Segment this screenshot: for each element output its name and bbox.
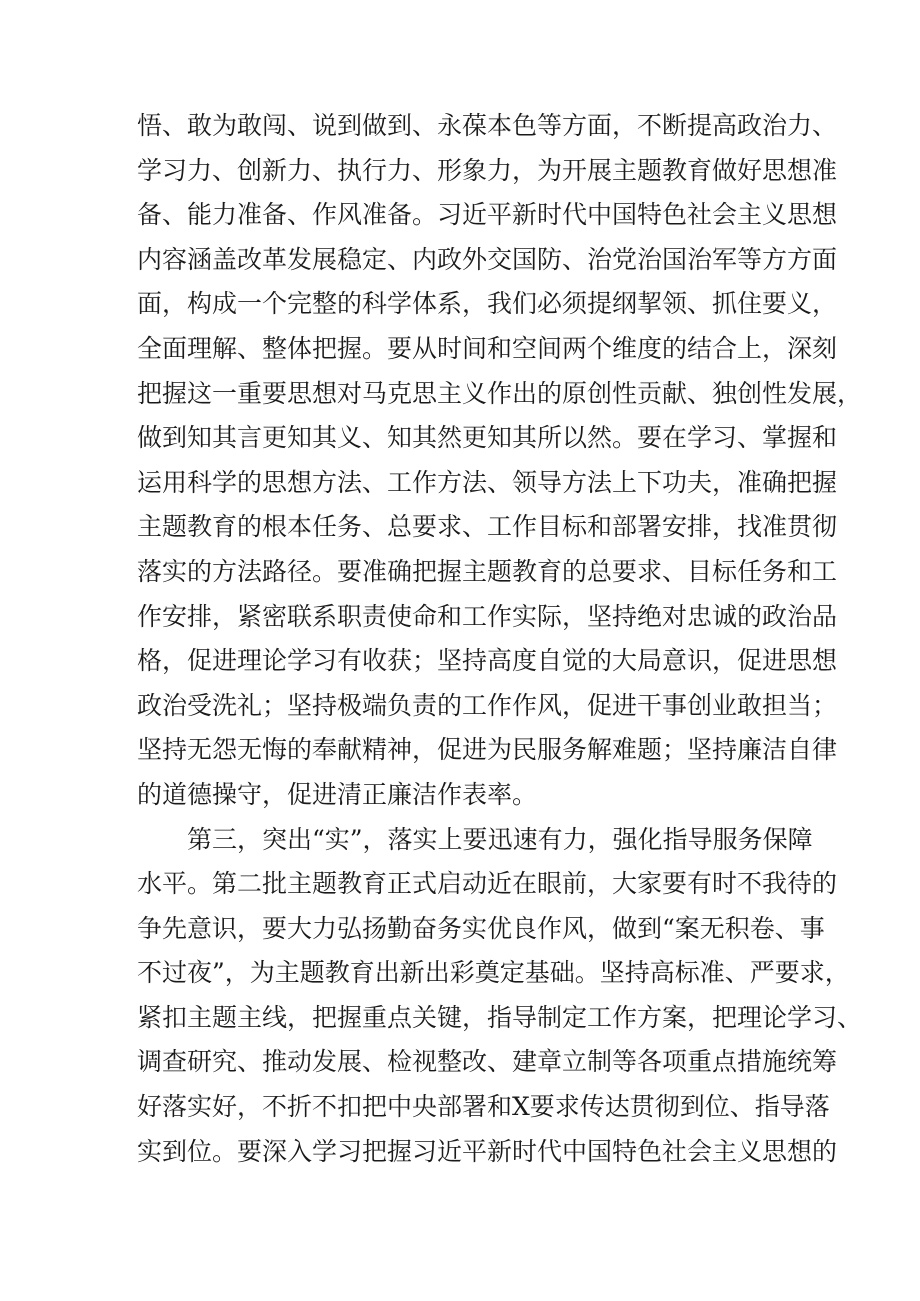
text-line: 面，构成一个完整的科学体系，我们必须提纲挈领、抓住要义， [137,289,838,319]
text-line: 做到知其言更知其义、知其然更知其所以然。要在学习、掌握和 [137,423,838,453]
text-line: 实到位。要深入学习把握习近平新时代中国特色社会主义思想的 [137,1136,838,1166]
paragraph [137,104,863,818]
text-line: 学习力、创新力、执行力、形象力，为开展主题教育做好思想准 [137,155,838,185]
text-line: 调查研究、推动发展、检视整改、建章立制等各项重点措施统筹 [137,1047,838,1077]
text-line: 第三，突出“实”，落实上要迅速有力，强化指导服务保障 [187,824,813,854]
text-line: 的道德操守，促进清正廉洁作表率。 [137,779,538,809]
text-line: 坚持无怨无悔的奉献精神，促进为民服务解难题；坚持廉洁自律 [137,735,838,765]
text-line: 主题教育的根本任务、总要求、工作目标和部署安排，找准贯彻 [137,512,838,542]
text-line: 水平。第二批主题教育正式启动近在眼前，大家要有时不我待的 [137,869,838,899]
body-text [137,104,863,1174]
text-line: 全面理解、整体把握。要从时间和空间两个维度的结合上，深刻 [137,333,838,363]
text-line: 把握这一重要思想对马克思主义作出的原创性贡献、独创性发展， [137,378,863,408]
text-line: 运用科学的思想方法、工作方法、领导方法上下功夫，准确把握 [137,467,838,497]
text-line: 争先意识，要大力弘扬勤奋务实优良作风，做到“案无积卷、事 [137,913,825,943]
text-line: 备、能力准备、作风准备。习近平新时代中国特色社会主义思想 [137,200,838,230]
text-line: 格，促进理论学习有收获；坚持高度自觉的大局意识，促进思想 [137,646,838,676]
paragraph [137,818,863,1175]
text-line: 好落实好，不折不扣把中央部署和X要求传达贯彻到位、指导落 [137,1092,830,1122]
text-line: 不过夜”，为主题教育出新出彩奠定基础。坚持高标准、严要求， [137,958,850,988]
text-line: 紧扣主题主线，把握重点关键，指导制定工作方案，把理论学习、 [137,1002,863,1032]
text-line: 内容涵盖改革发展稳定、内政外交国防、治党治国治军等方方面 [137,244,838,274]
text-line: 悟、敢为敢闯、说到做到、永葆本色等方面，不断提高政治力、 [137,111,838,140]
text-line: 落实的方法路径。要准确把握主题教育的总要求、目标任务和工 [137,556,838,586]
text-line: 政治受洗礼；坚持极端负责的工作作风，促进干事创业敢担当； [137,690,838,720]
text-line: 作安排，紧密联系职责使命和工作实际，坚持绝对忠诚的政治品 [137,601,838,631]
